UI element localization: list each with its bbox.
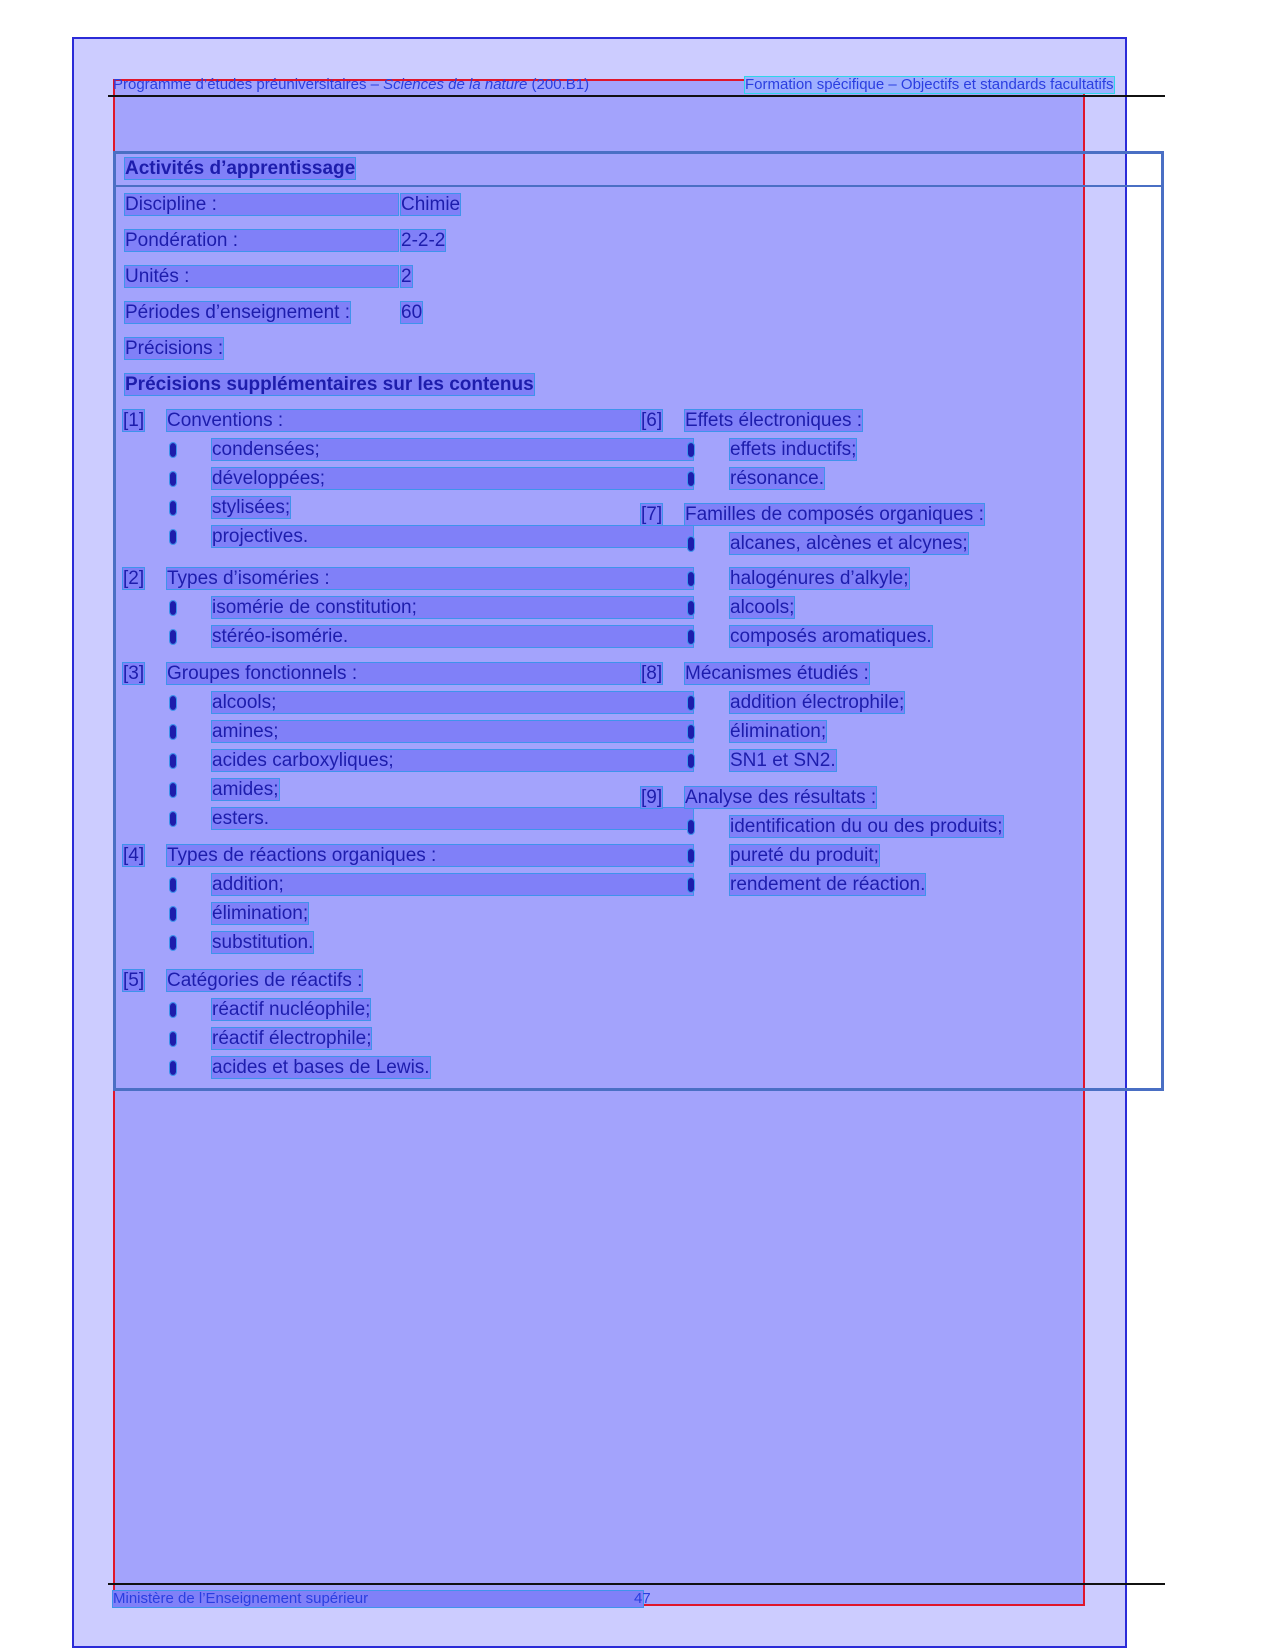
list-item: identification du ou des produits;: [730, 816, 1003, 837]
footer-rule: [108, 1583, 1165, 1585]
header-right: Formation spécifique – Objectifs et standards facultatifs: [745, 76, 1114, 93]
field-label-ponderation: Pondération :: [125, 230, 398, 251]
group-number: [5]: [123, 970, 145, 991]
group-title: Effets électroniques :: [685, 410, 863, 431]
bullet-icon: [170, 812, 176, 826]
bullet-icon: [688, 630, 694, 644]
bullet-icon: [688, 849, 694, 863]
bullet-icon: [170, 601, 176, 615]
field-value-periodes: 60: [401, 302, 423, 323]
bullet-icon: [170, 530, 176, 544]
group-number: [3]: [123, 663, 145, 684]
bullet-icon: [688, 725, 694, 739]
list-item: alcools;: [212, 692, 693, 713]
group-title: Types d’isoméries :: [167, 568, 693, 589]
footer-left: Ministère de l’Enseignement supérieur: [113, 1591, 643, 1607]
header-left-prefix: Programme d’études préuniversitaires –: [113, 76, 384, 93]
list-item: amines;: [212, 721, 693, 742]
group-number: [7]: [641, 504, 663, 525]
list-item: composés aromatiques.: [730, 626, 932, 647]
bullet-icon: [688, 443, 694, 457]
group-number: [4]: [123, 845, 145, 866]
list-item: réactif électrophile;: [212, 1028, 372, 1049]
list-item: alcools;: [730, 597, 795, 618]
list-item: halogénures d’alkyle;: [730, 568, 909, 589]
bullet-icon: [170, 472, 176, 486]
list-item: réactif nucléophile;: [212, 999, 371, 1020]
field-value-ponderation: 2-2-2: [401, 230, 446, 251]
bullet-icon: [170, 907, 176, 921]
bullet-icon: [170, 630, 176, 644]
list-item: addition électrophile;: [730, 692, 905, 713]
group-number: [9]: [641, 787, 663, 808]
list-item: projectives.: [212, 526, 693, 547]
bullet-icon: [688, 878, 694, 892]
list-item: substitution.: [212, 932, 314, 953]
group-title: Mécanismes étudiés :: [685, 663, 869, 684]
list-item: esters.: [212, 808, 693, 829]
list-item: développées;: [212, 468, 693, 489]
list-item: pureté du produit;: [730, 845, 879, 866]
header-left-suffix: (200.B1): [527, 76, 590, 93]
field-label-discipline: Discipline :: [125, 194, 398, 215]
group-title: Familles de composés organiques :: [685, 504, 984, 525]
list-item: amides;: [212, 779, 279, 800]
bullet-icon: [170, 878, 176, 892]
bullet-icon: [688, 472, 694, 486]
group-number: [2]: [123, 568, 145, 589]
bullet-icon: [170, 783, 176, 797]
bullet-icon: [688, 754, 694, 768]
bullet-icon: [170, 696, 176, 710]
group-title: Conventions :: [167, 410, 640, 431]
list-item: rendement de réaction.: [730, 874, 926, 895]
list-item: acides carboxyliques;: [212, 750, 693, 771]
list-item: effets inductifs;: [730, 439, 857, 460]
bullet-icon: [688, 601, 694, 615]
list-item: stylisées;: [212, 497, 291, 518]
bullet-icon: [170, 754, 176, 768]
supplementary-title: Précisions supplémentaires sur les contenus: [125, 374, 534, 395]
bullet-icon: [170, 1032, 176, 1046]
list-item: élimination;: [212, 903, 309, 924]
bullet-icon: [170, 725, 176, 739]
bullet-icon: [688, 820, 694, 834]
bullet-icon: [170, 443, 176, 457]
header-left: [113, 77, 589, 93]
section-title: Activités d’apprentissage: [125, 158, 356, 179]
list-item: résonance.: [730, 468, 825, 489]
bullet-icon: [170, 936, 176, 950]
list-item: SN1 et SN2.: [730, 750, 836, 771]
list-item: addition;: [212, 874, 693, 895]
group-title: Groupes fonctionnels :: [167, 663, 640, 684]
bullet-icon: [170, 1061, 176, 1075]
list-item: acides et bases de Lewis.: [212, 1057, 430, 1078]
bullet-icon: [688, 572, 694, 586]
group-title: Analyse des résultats :: [685, 787, 877, 808]
list-item: alcanes, alcènes et alcynes;: [730, 533, 968, 554]
group-number: [8]: [641, 663, 663, 684]
header-left-italic: Sciences de la nature: [383, 76, 528, 93]
bullet-icon: [688, 696, 694, 710]
list-item: élimination;: [730, 721, 827, 742]
group-title: Types de réactions organiques :: [167, 845, 693, 866]
field-value-unites: 2: [401, 266, 412, 287]
bullet-icon: [170, 501, 176, 515]
list-item: stéréo-isomérie.: [212, 626, 693, 647]
bullet-icon: [688, 537, 694, 551]
list-item: condensées;: [212, 439, 693, 460]
page-number: 47: [634, 1590, 651, 1607]
header-rule: [108, 95, 1165, 97]
list-item: isomérie de constitution;: [212, 597, 693, 618]
precisions-label: Précisions :: [125, 338, 224, 359]
group-number: [1]: [123, 410, 145, 431]
frame-title-separator: [113, 185, 1164, 187]
bullet-icon: [170, 1003, 176, 1017]
field-value-discipline: Chimie: [401, 194, 461, 215]
group-number: [6]: [641, 410, 663, 431]
field-label-periodes: Périodes d’enseignement :: [125, 302, 350, 323]
field-label-unites: Unités :: [125, 266, 398, 287]
group-title: Catégories de réactifs :: [167, 970, 363, 991]
